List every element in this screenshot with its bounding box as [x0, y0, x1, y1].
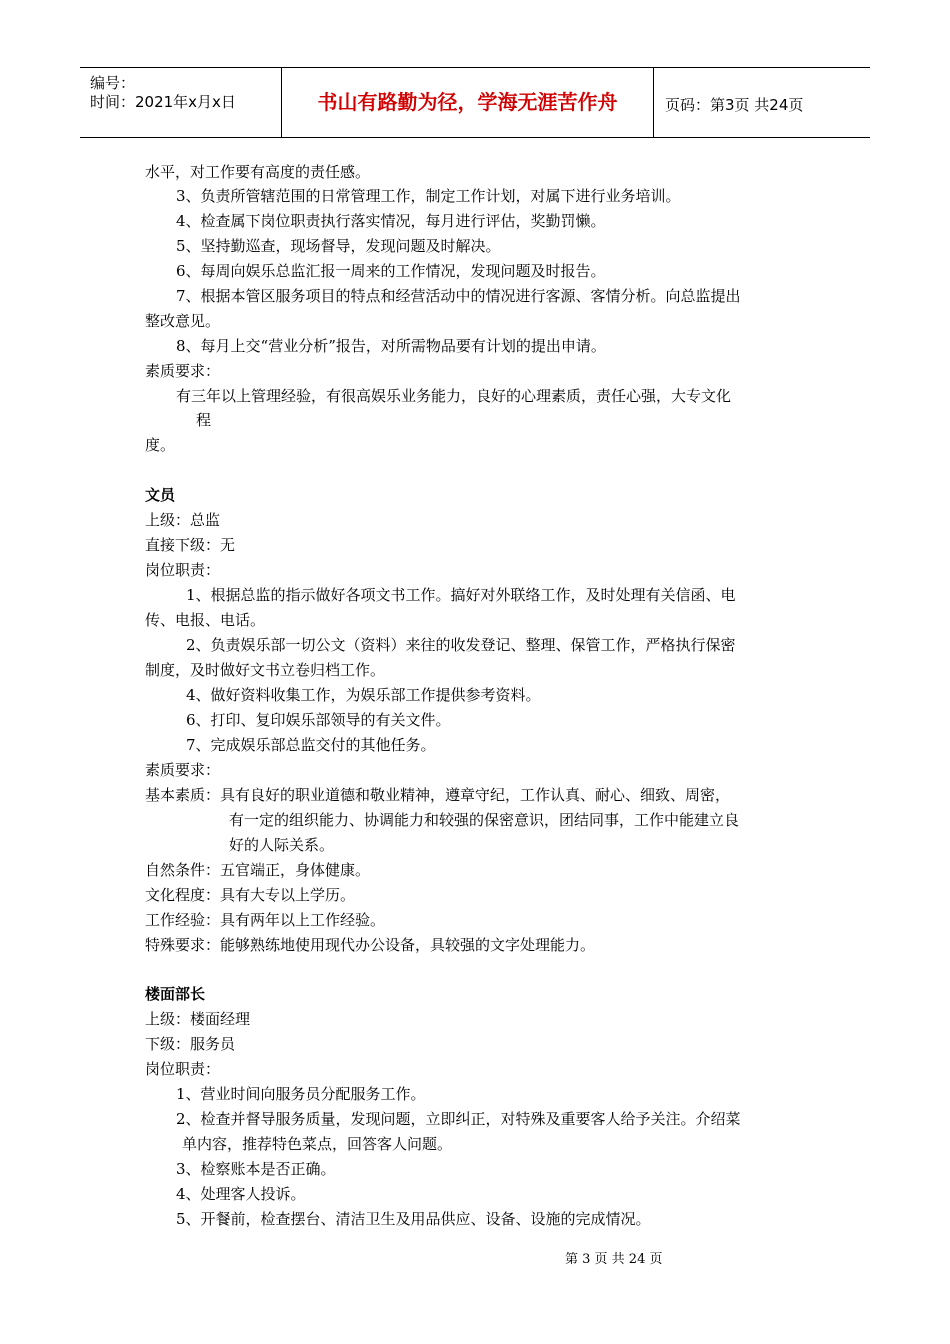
header-meta-cell	[80, 68, 282, 137]
text-line: 度。	[145, 436, 176, 454]
section-heading: 楼面部长	[145, 985, 206, 1003]
text-line: 6、每周向娱乐总监汇报一周来的工作情况，发现问题及时报告。	[176, 262, 606, 280]
text-line: 4、处理客人投诉。	[176, 1185, 306, 1203]
page-footer: 第 3 页 共 24 页	[565, 1252, 663, 1267]
text-line: 传、电报、电话。	[145, 611, 266, 629]
text-line: 7、根据本管区服务项目的特点和经营活动中的情况进行客源、客情分析。向总监提出	[176, 287, 741, 305]
text-line: 单内容，推荐特色菜点，回答客人问题。	[182, 1135, 453, 1153]
page-header	[80, 67, 870, 138]
text-line: 7、完成娱乐部总监交付的其他任务。	[186, 736, 436, 754]
text-line: 3、检察账本是否正确。	[176, 1160, 336, 1178]
text-line: 水平，对工作要有高度的责任感。	[145, 163, 371, 181]
text-line: 好的人际关系。	[229, 836, 335, 854]
text-line: 程	[196, 411, 212, 429]
text-line: 2、负责娱乐部一切公文（资料）来往的收发登记、整理、保管工作，严格执行保密	[186, 636, 736, 654]
header-page-info: 页码：第3页 共24页	[665, 96, 804, 114]
text-line: 工作经验：具有两年以上工作经验。	[145, 911, 386, 929]
text-line: 岗位职责：	[145, 561, 221, 579]
text-line: 素质要求：	[145, 761, 221, 779]
time-label: 时间：2021年x月x日	[90, 93, 236, 111]
text-line: 4、做好资料收集工作，为娱乐部工作提供参考资料。	[186, 686, 541, 704]
text-line: 下级：服务员	[145, 1035, 236, 1053]
text-line: 4、检查属下岗位职责执行落实情况，每月进行评估，奖勤罚懒。	[176, 212, 606, 230]
text-line: 自然条件：五官端正，身体健康。	[145, 861, 371, 879]
text-line: 整改意见。	[145, 312, 221, 330]
text-line: 1、根据总监的指示做好各项文书工作。搞好对外联络工作，及时处理有关信函、电	[186, 586, 736, 604]
text-line: 上级：楼面经理	[145, 1010, 251, 1028]
text-line: 文化程度：具有大专以上学历。	[145, 886, 356, 904]
text-line: 5、开餐前，检查摆台、清洁卫生及用品供应、设备、设施的完成情况。	[176, 1210, 651, 1228]
text-line: 8、每月上交“营业分析”报告，对所需物品要有计划的提出申请。	[176, 337, 606, 355]
header-motto: 书山有路勤为径，学海无涯苦作舟	[282, 68, 654, 137]
text-line: 3、负责所管辖范围的日常管理工作，制定工作计划，对属下进行业务培训。	[176, 187, 681, 205]
text-line: 2、检查并督导服务质量，发现问题，立即纠正，对特殊及重要客人给予关注。介绍菜	[176, 1110, 741, 1128]
section-heading: 文员	[145, 486, 176, 504]
text-line: 有三年以上管理经验，有很高娱乐业务能力，良好的心理素质，责任心强，大专文化	[176, 387, 732, 405]
text-line: 岗位职责：	[145, 1060, 221, 1078]
text-line: 特殊要求：能够熟练地使用现代办公设备，具较强的文字处理能力。	[145, 936, 596, 954]
text-line: 直接下级：无	[145, 536, 236, 554]
text-line: 5、坚持勤巡查，现场督导，发现问题及时解决。	[176, 237, 501, 255]
number-label: 编号：	[90, 74, 136, 92]
text-line: 素质要求：	[145, 362, 221, 380]
text-line: 基本素质：具有良好的职业道德和敬业精神，遵章守纪，工作认真、耐心、细致、周密，	[145, 786, 731, 804]
text-line: 上级：总监	[145, 511, 221, 529]
text-line: 制度，及时做好文书立卷归档工作。	[145, 661, 386, 679]
text-line: 有一定的组织能力、协调能力和较强的保密意识，团结同事，工作中能建立良	[229, 811, 740, 829]
text-line: 1、营业时间向服务员分配服务工作。	[176, 1085, 426, 1103]
text-line: 6、打印、复印娱乐部领导的有关文件。	[186, 711, 451, 729]
